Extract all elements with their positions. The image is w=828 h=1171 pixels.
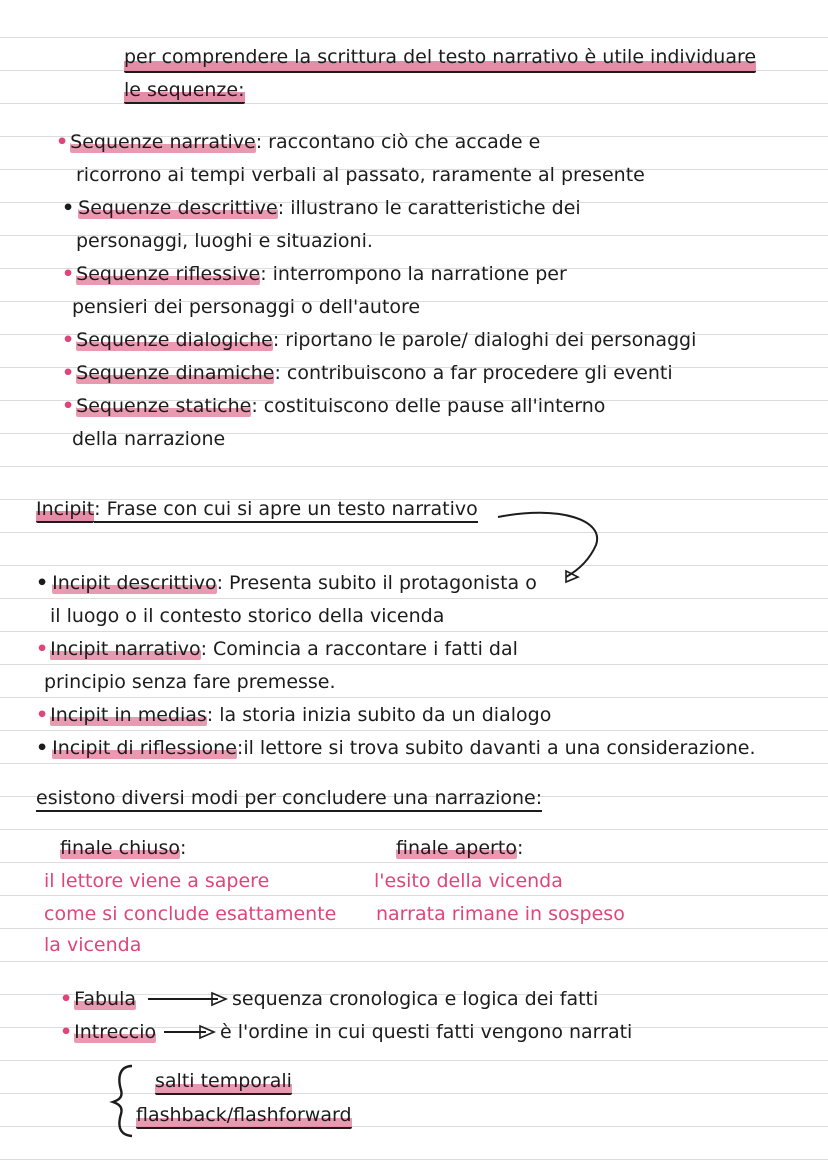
bullet-icon: •	[36, 572, 49, 594]
open-ending-line: narrata rimane in sospeso	[376, 903, 625, 925]
incipit-in-medias: • Incipit in medias: la storia inizia subito da un dialogo	[36, 704, 552, 726]
bullet-icon: •	[56, 131, 69, 153]
bullet-icon: •	[36, 638, 49, 660]
incipit-narrative-cont: principio senza fare premesse.	[44, 671, 336, 693]
curved-arrow-icon	[498, 513, 597, 577]
technique-item: salti temporali	[155, 1068, 292, 1094]
sequence-narrative: • Sequenze narrative: raccontano ciò che accade e	[56, 131, 541, 153]
sequence-dynamic: • Sequenze dinamiche: contribuiscono a far procedere gli eventi	[62, 362, 673, 384]
bullet-icon: •	[60, 988, 73, 1010]
intro-line-2: le sequenze:	[124, 77, 245, 103]
intreccio-definition: è l'ordine in cui questi fatti vengono narrati	[220, 1021, 633, 1043]
sequence-reflective: • Sequenze riflessive: interrompono la narratione per	[62, 263, 567, 285]
bullet-icon: •	[62, 395, 75, 417]
closed-ending-title: finale chiuso:	[60, 837, 187, 859]
endings-heading: esistono diversi modi per concludere una narrazione:	[36, 785, 542, 811]
incipit-term: Incipit	[36, 498, 94, 523]
closed-ending-line: come si conclude esattamente	[44, 903, 337, 925]
fabula-term: • Fabula	[60, 988, 137, 1010]
sequence-descriptive: • Sequenze descrittive: illustrano le caratteristiche dei	[62, 197, 581, 219]
bullet-icon: •	[62, 329, 75, 351]
bullet-icon: •	[36, 737, 49, 759]
sequence-descriptive-cont: personaggi, luoghi e situazioni.	[76, 230, 373, 252]
fabula-definition: sequenza cronologica e logica dei fatti	[232, 988, 599, 1010]
curly-brace-icon	[113, 1066, 132, 1136]
incipit-descriptive-cont: il luogo o il contesto storico della vicenda	[50, 605, 445, 627]
closed-ending-line: la vicenda	[44, 934, 142, 956]
sequence-narrative-cont: ricorrono ai tempi verbali al passato, raramente al presente	[76, 164, 645, 186]
sequence-static: • Sequenze statiche: costituiscono delle pause all'interno	[62, 395, 606, 417]
incipit-descriptive: • Incipit descrittivo: Presenta subito il protagonista o	[36, 572, 537, 594]
sequence-dialogic: • Sequenze dialogiche: riportano le parole/ dialoghi dei personaggi	[62, 329, 697, 351]
sequence-reflective-cont: pensieri dei personaggi o dell'autore	[72, 296, 421, 318]
bullet-icon: •	[36, 704, 49, 726]
bullet-icon: •	[62, 263, 75, 285]
open-ending-line: l'esito della vicenda	[374, 870, 563, 892]
sequence-static-cont: della narrazione	[72, 428, 226, 450]
incipit-reflection: • Incipit di riflessione:il lettore si trova subito davanti a una considerazione.	[36, 737, 756, 759]
term: Sequenze narrative	[70, 131, 256, 153]
intro-line-1: per comprendere la scrittura del testo narrativo è utile individuare	[124, 44, 756, 73]
intreccio-term: • Intreccio	[60, 1021, 157, 1043]
bullet-icon: •	[62, 362, 75, 384]
open-ending-title: finale aperto:	[396, 837, 524, 859]
bullet-icon: •	[62, 197, 75, 219]
incipit-definition: : Frase con cui si apre un testo narrativo	[94, 498, 478, 523]
bullet-icon: •	[60, 1021, 73, 1043]
closed-ending-line: il lettore viene a sapere	[44, 870, 270, 892]
technique-item: flashback/flashforward	[136, 1102, 352, 1128]
incipit-narrative: • Incipit narrativo: Comincia a raccontare i fatti dal	[36, 638, 518, 660]
